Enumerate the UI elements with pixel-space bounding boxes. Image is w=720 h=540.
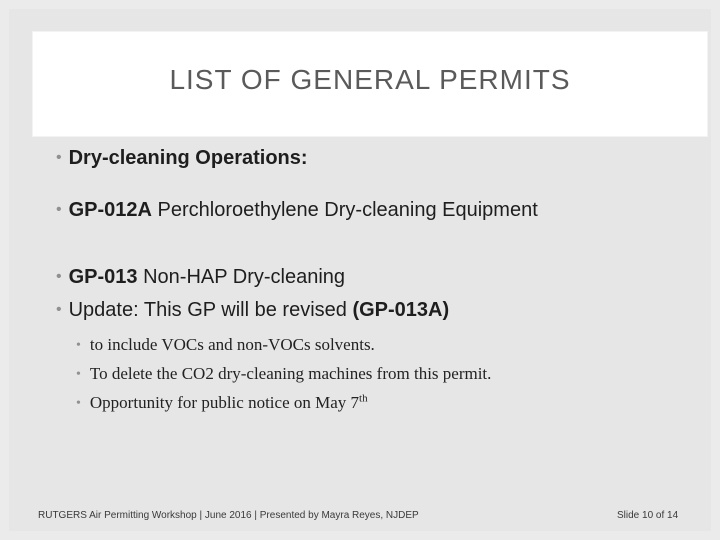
slide-number: Slide 10 of 14 [617, 510, 679, 521]
bullet-bold-text: GP-013 [68, 266, 138, 288]
footer-credits: RUTGERS Air Permitting Workshop | June 2016 | Presented by Mayra Reyes, NJDEP [38, 510, 419, 521]
slide-title: LIST OF GENERAL PERMITS [169, 64, 571, 95]
bullet-bold-text: (GP-013A) [352, 299, 450, 321]
bullet-dot: • [56, 149, 62, 166]
bullet-bold-text: GP-012A [68, 199, 152, 221]
bullet-dot: • [76, 367, 81, 382]
sub-bullet-public-notice [76, 393, 368, 413]
bullet-update [56, 299, 449, 322]
bullet-dot: • [56, 301, 62, 318]
bullet-dry-cleaning-operations [56, 147, 308, 170]
sub-bullet-text: Opportunity for public notice on May 7 [89, 393, 360, 412]
bullet-dot: • [56, 268, 62, 285]
sub-bullet-vocs [76, 335, 375, 355]
bullet-text: Non-HAP Dry-cleaning [137, 266, 346, 288]
sub-bullet-text: To delete the CO2 dry-cleaning machines from this permit. [89, 364, 492, 383]
sub-bullet-co2 [76, 364, 491, 384]
title-box [32, 31, 708, 137]
superscript: th [359, 392, 368, 405]
bullet-gp-013 [56, 266, 345, 289]
bullet-gp-012a [56, 199, 538, 222]
bullet-text: Perchloroethylene Dry-cleaning Equipment [151, 199, 538, 221]
bullet-dot: • [56, 201, 62, 218]
bullet-text: Update: This GP will be revised [68, 299, 353, 321]
sub-bullet-text: to include VOCs and non-VOCs solvents. [89, 335, 375, 354]
bullet-dot: • [76, 338, 81, 353]
bullet-dot: • [76, 396, 81, 411]
bullet-bold-text: Dry-cleaning Operations: [68, 147, 308, 169]
